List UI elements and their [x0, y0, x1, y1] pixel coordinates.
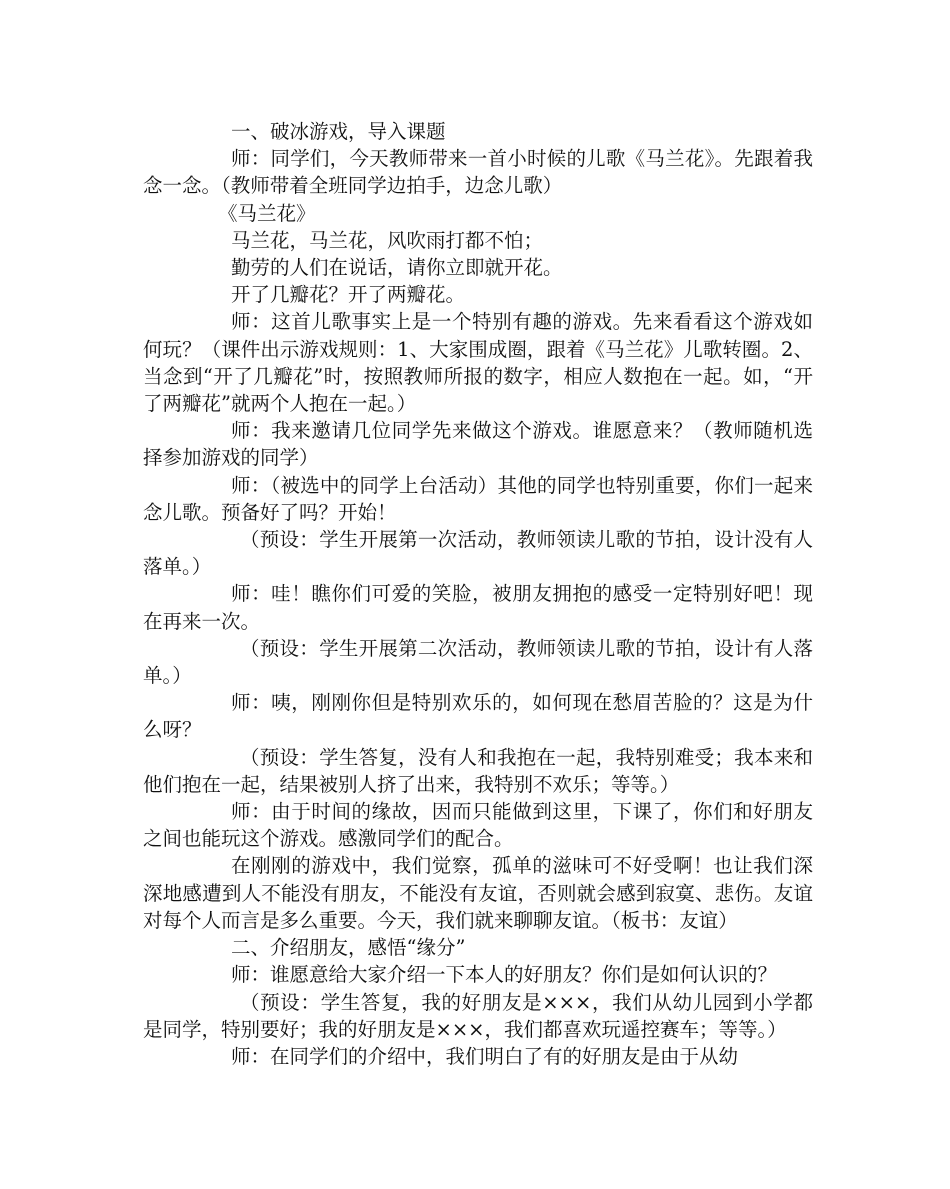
- paragraph: 师：在同学们的介绍中，我们明白了有的好朋友是由于从幼: [231, 1044, 739, 1068]
- paragraph: 师：谁愿意给大家介绍一下本人的好朋友？你们是如何认识的？: [231, 963, 778, 987]
- paragraph: 师：同学们，今天教师带来一首小时候的儿歌《马兰花》。先跟着我念一念。（教师带着全班同学边拍手，边念儿歌）: [143, 147, 813, 198]
- section-heading-2: 二、介绍朋友，感悟“缘分”: [231, 936, 466, 960]
- paragraph: 师：（被选中的同学上台活动）其他的同学也特别重要，你们一起来念儿歌。预备好了吗？开始！: [143, 473, 813, 524]
- preset-note: （预设：学生开展第一次活动，教师领读儿歌的节拍，设计没有人落单。）: [143, 528, 813, 579]
- paragraph: 师：这首儿歌事实上是一个特别有趣的游戏。先来看看这个游戏如何玩？（课件出示游戏规则：1、大家围成圈，跟着《马兰花》儿歌转圈。2、当念到“开了几瓣花”时，按照教师所报的数字，相应人数抱在一起。如，“开了两瓣花”就两个人抱在一起。）: [143, 310, 813, 416]
- poem-title: 《马兰花》: [218, 201, 316, 225]
- paragraph: 师：哇！瞧你们可爱的笑脸，被朋友拥抱的感受一定特别好吧！现在再来一次。: [143, 582, 813, 633]
- paragraph: 师：我来邀请几位同学先来做这个游戏。谁愿意来？（教师随机选择参加游戏的同学）: [143, 419, 813, 470]
- preset-note: （预设：学生答复，我的好朋友是×××，我们从幼儿园到小学都是同学，特别要好；我的好朋友是×××，我们都喜欢玩遥控赛车；等等。）: [143, 990, 813, 1041]
- preset-note: （预设：学生答复，没有人和我抱在一起，我特别难受；我本来和他们抱在一起，结果被别人挤了出来，我特别不欢乐；等等。）: [143, 745, 813, 796]
- poem-line: 勤劳的人们在说话，请你立即就开花。: [231, 256, 563, 280]
- preset-note: （预设：学生开展第二次活动，教师领读儿歌的节拍，设计有人落单。）: [143, 636, 813, 688]
- paragraph: 在刚刚的游戏中，我们觉察，孤单的滋味可不好受啊！也让我们深深地感遭到人不能没有朋友，不能没有友谊，否则就会感到寂寞、悲伤。友谊对每个人而言是多么重要。今天，我们就来聊聊友谊。（板书：友谊）: [143, 854, 813, 932]
- poem-line: 马兰花，马兰花，风吹雨打都不怕；: [231, 228, 544, 252]
- document-page: [143, 118, 813, 1070]
- section-heading-1: 一、破冰游戏，导入课题: [231, 120, 446, 143]
- paragraph: 师：由于时间的缘故，因而只能做到这里，下课了，你们和好朋友之间也能玩这个游戏。感激同学们的配合。: [143, 800, 813, 851]
- paragraph: 师：咦，刚刚你但是特别欢乐的，如何现在愁眉苦脸的？这是为什么呀？: [143, 691, 813, 742]
- poem-line: 开了几瓣花？开了两瓣花。: [231, 283, 466, 307]
